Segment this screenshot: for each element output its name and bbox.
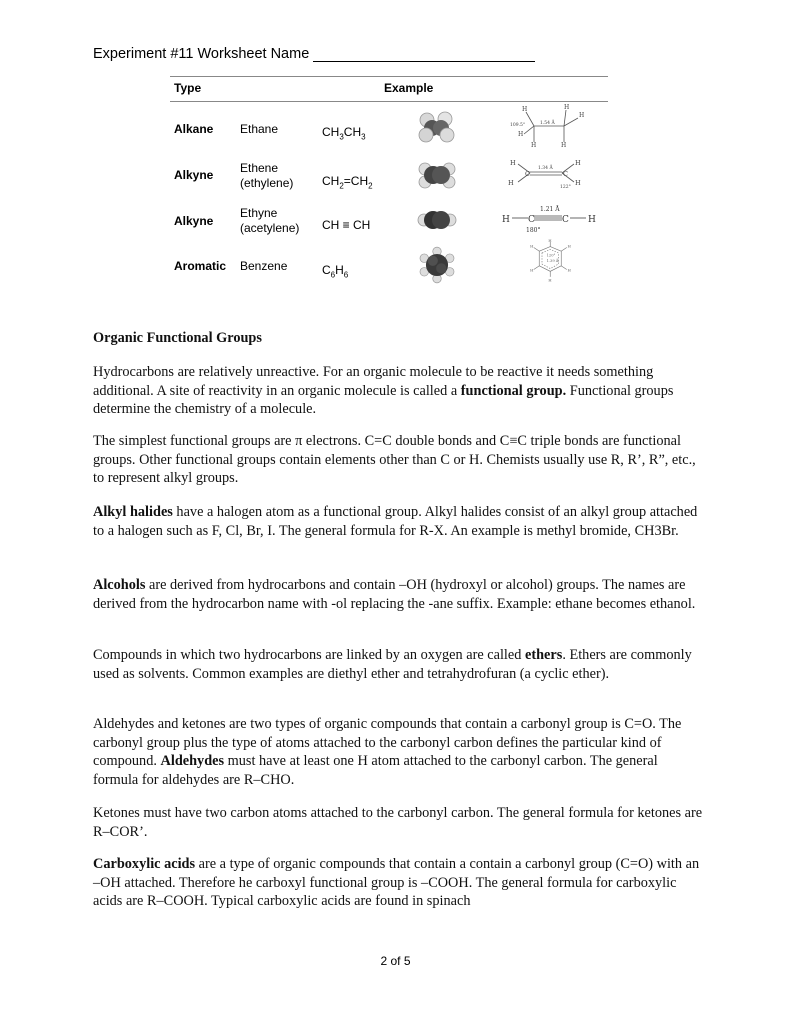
paragraph-alkyl-halides: Alkyl halides have a halogen atom as a functional group. Alkyl halides consist of an alkyl group attached to a halogen such as F, Cl, Br, I. The general formula for R-X. An example is methyl bromide, CH3Br.	[93, 504, 698, 539]
svg-text:1.34 Å: 1.34 Å	[538, 166, 553, 171]
name-cell: Benzene	[240, 259, 288, 273]
name-cell: Ethyne (acetylene)	[240, 206, 300, 235]
ethane-structure-diagram	[500, 104, 606, 148]
worksheet-header	[93, 46, 535, 62]
svg-text:H: H	[575, 159, 581, 167]
section-title: Organic Functional Groups	[93, 330, 262, 346]
svg-text:1.54 Å: 1.54 Å	[540, 121, 555, 126]
ethene-structure-diagram	[500, 152, 606, 196]
benzene-spacefill-model	[417, 248, 457, 282]
paragraph-pi-electrons: The simplest functional groups are π electrons. C=C double bonds and C≡C triple bonds are functional groups. Other functional groups contain elements other than C or H. Chemists usually use R, R’, R”, etc., to represent alkyl groups.	[93, 433, 696, 486]
paragraph-carboxylic-acids: Carboxylic acids are a type of organic compounds that contain a contain a carbonyl group (C=O) with an –OH attached. Therefore he carboxyl functional group is –COOH. The general formula for carboxylic acids are R–COOH. Typical carboxylic acids are found in spinach	[93, 856, 700, 909]
svg-text:H: H	[561, 142, 567, 149]
table-row-ethene	[170, 154, 608, 194]
worksheet-title: Experiment #11 Worksheet Name	[93, 46, 310, 62]
ethyne-structure-diagram	[500, 198, 606, 242]
svg-text:H: H	[510, 159, 516, 167]
svg-text:H: H	[567, 244, 571, 249]
svg-text:H: H	[548, 239, 552, 243]
svg-text:H: H	[531, 142, 537, 149]
svg-text:C: C	[525, 170, 530, 178]
svg-text:H: H	[522, 106, 528, 113]
svg-text:1.39 Å: 1.39 Å	[546, 259, 559, 264]
svg-text:H: H	[575, 179, 581, 187]
svg-text:109.5°: 109.5°	[510, 123, 526, 128]
formula-cell: $C_6H_6$	[322, 263, 349, 280]
svg-text:H: H	[518, 131, 524, 138]
svg-text:180°: 180°	[526, 227, 541, 234]
svg-text:C: C	[528, 215, 535, 225]
paragraph-ketones: Ketones must have two carbon atoms attached to the carbonyl carbon. The general formula for ketones are R–COR’.	[93, 805, 703, 840]
svg-text:H: H	[502, 215, 510, 225]
ethyne-spacefill-model	[417, 203, 457, 237]
svg-text:H: H	[579, 112, 585, 119]
svg-text:H: H	[567, 268, 571, 273]
col-header-example: Example	[384, 81, 434, 95]
svg-text:H: H	[588, 215, 596, 225]
formula-cell: $CH_2=CH_2$	[322, 174, 373, 191]
svg-text:C: C	[563, 170, 568, 178]
formula-cell: CH ≡ CH	[322, 218, 371, 232]
name-cell: Ethene (ethylene)	[240, 161, 294, 190]
type-cell: Alkyne	[174, 214, 214, 228]
page-number: 2 of 5	[380, 954, 411, 968]
svg-text:H: H	[548, 278, 552, 283]
svg-text:H: H	[564, 104, 570, 111]
benzene-structure-diagram	[500, 239, 606, 286]
svg-text:H: H	[530, 268, 534, 273]
col-header-type: Type	[174, 81, 202, 95]
svg-text:120°: 120°	[546, 253, 556, 258]
ethane-spacefill-model	[417, 110, 457, 144]
svg-text:H: H	[530, 244, 534, 249]
table-row-ethyne	[170, 200, 608, 240]
type-cell: Alkyne	[174, 168, 214, 182]
table-header-rule	[170, 101, 608, 102]
svg-text:H: H	[508, 179, 514, 187]
paragraph-functional-group: Hydrocarbons are relatively unreactive. For an organic molecule to be reactive it needs something additional. A site of reactivity in an organic molecule is called a functional group. Functional groups determine the chemistry of a molecule.	[93, 364, 674, 417]
ethene-spacefill-model	[417, 158, 457, 192]
svg-text:1.21 Å: 1.21 Å	[540, 206, 560, 213]
paragraph-ethers: Compounds in which two hydrocarbons are linked by an oxygen are called ethers. Ethers are commonly used as solvents. Common examples are diethyl ether and tetrahydrofuran (a cyclic ether).	[93, 647, 692, 682]
type-cell: Alkane	[174, 122, 214, 136]
table-row-benzene	[170, 239, 608, 286]
type-cell: Aromatic	[174, 259, 227, 273]
svg-text:C: C	[562, 215, 569, 225]
table-row-ethane	[170, 104, 608, 149]
formula-cell: $CH_3CH_3$	[322, 125, 366, 142]
paragraph-alcohols: Alcohols are derived from hydrocarbons and contain –OH (hydroxyl or alcohol) groups. The names are derived from the hydrocarbon name with -ol replacing the -ane suffix. Example: ethane becomes ethanol.	[93, 577, 696, 612]
paragraph-aldehydes: Aldehydes and ketones are two types of organic compounds that contain a carbonyl group is C=O. The carbonyl group plus the type of atoms attached to the carbonyl carbon defines the particular kind of compound. Aldehydes must have at least one H atom attached to the carbonyl carbon. The general formula for aldehydes are R–CHO.	[93, 716, 682, 788]
svg-text:122°: 122°	[560, 185, 571, 190]
name-field[interactable]	[313, 47, 535, 62]
table-top-rule	[170, 76, 608, 77]
name-cell: Ethane	[240, 122, 279, 136]
